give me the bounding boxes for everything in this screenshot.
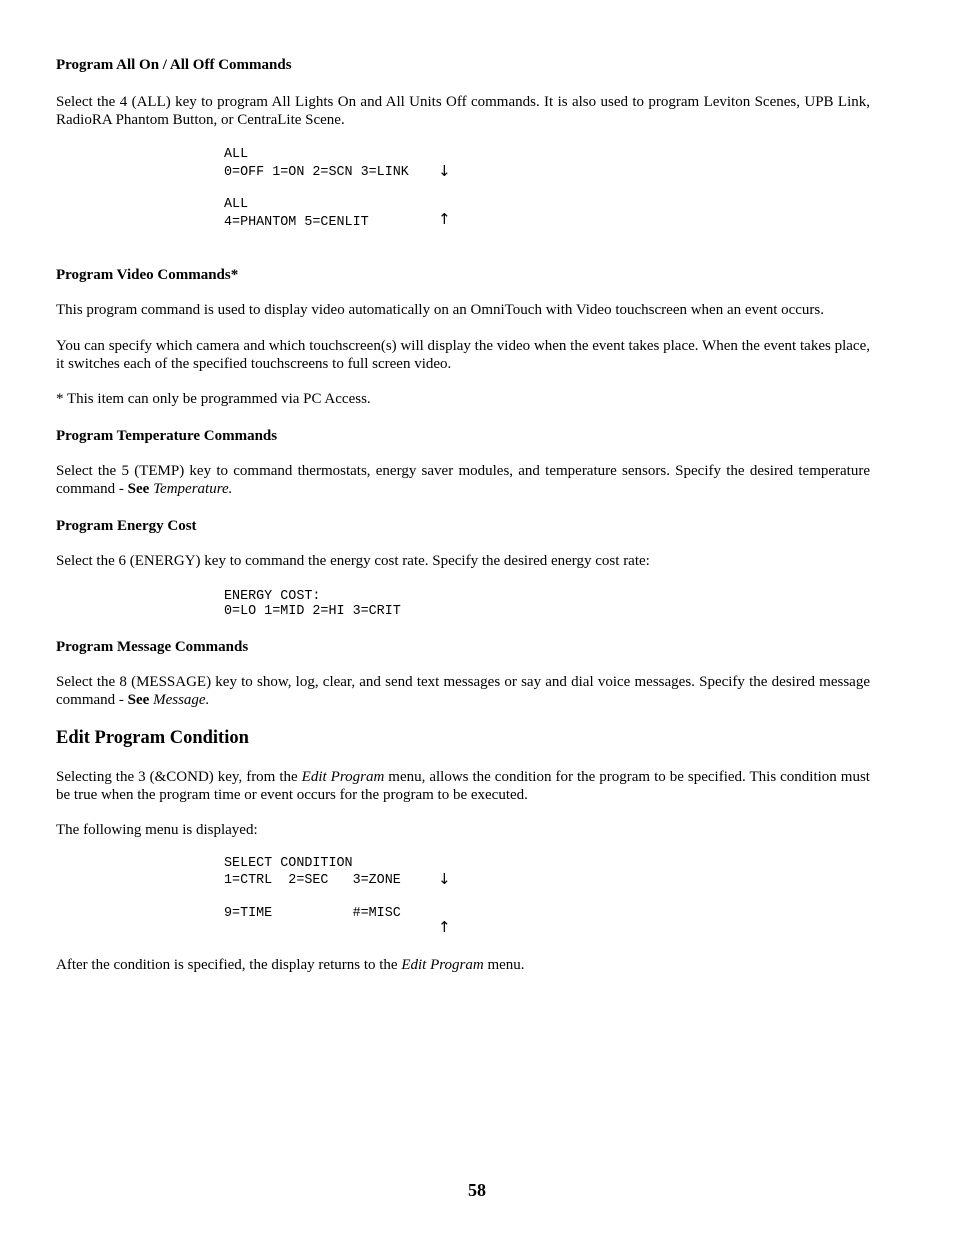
after-text-1: After the condition is specified, the display returns to the [56, 957, 402, 973]
edit-program-reference: Edit Program [301, 769, 385, 785]
heading-message: Program Message Commands [56, 639, 249, 655]
display-condition-line1: SELECT CONDITION [224, 856, 353, 871]
paragraph-temperature [56, 463, 870, 498]
paragraph-all-on-off: Select the 4 (ALL) key to program All Lights On and All Units Off commands. It is also used to program Leviton Scenes, UPB Link, RadioRA Phantom Button, or CentraLite Scene. [56, 94, 870, 128]
down-arrow-icon: ↓ [438, 162, 451, 180]
paragraph-condition [56, 769, 870, 804]
paragraph-video-1: This program command is used to display video automatically on an OmniTouch with Video touchscreen when an event occurs. [56, 302, 825, 318]
paragraph-menu-intro: The following menu is displayed: [56, 822, 258, 838]
display-condition-line2: 1=CTRL 2=SEC 3=ZONE [224, 873, 401, 888]
paragraph-temperature-text: Select the 5 (TEMP) key to command thermostats, energy saver modules, and temperature sensors. Specify the desired temperature command - [56, 463, 870, 497]
condition-text-2: menu, allows the condition for the program to be specified. This condition must be true when the program time or event occurs for the program to be executed. [56, 769, 870, 803]
heading-edit-condition: Edit Program Condition [56, 728, 249, 748]
heading-energy: Program Energy Cost [56, 518, 197, 534]
paragraph-energy: Select the 6 (ENERGY) key to command the energy cost rate. Specify the desired energy cost rate: [56, 553, 650, 569]
see-label: See [127, 480, 150, 497]
edit-program-reference: Edit Program [401, 957, 484, 973]
message-reference: Message. [153, 691, 210, 708]
display-condition-line3: 9=TIME #=MISC [224, 906, 401, 921]
temperature-reference: Temperature. [153, 480, 233, 497]
paragraph-message-text: Select the 8 (MESSAGE) key to show, log, clear, and send text messages or say and dial voice messages. Specify the desired message command - [56, 674, 870, 708]
see-label: See [127, 691, 150, 708]
paragraph-after-condition [56, 957, 870, 975]
after-text-2: menu. [483, 957, 525, 973]
display-all2-line1: ALL [224, 197, 249, 212]
display-all-line2: 0=OFF 1=ON 2=SCN 3=LINK [224, 165, 409, 180]
display-all-line1: ALL [224, 147, 249, 162]
heading-all-on-off: Program All On / All Off Commands [56, 57, 292, 73]
paragraph-video-2: You can specify which camera and which touchscreen(s) will display the video when the event takes place. When the event takes place, it switches each of the specified touchscreens to full screen video. [56, 338, 870, 372]
paragraph-message [56, 674, 870, 709]
footnote-video: * This item can only be programmed via PC Access. [56, 391, 371, 407]
page-number: 58 [468, 1180, 486, 1200]
up-arrow-icon: ↑ [438, 210, 451, 228]
condition-text-1: Selecting the 3 (&COND) key, from the [56, 769, 302, 785]
heading-video: Program Video Commands* [56, 267, 239, 283]
display-all2-line2: 4=PHANTOM 5=CENLIT [224, 215, 369, 230]
display-energy-line1: ENERGY COST: [224, 589, 321, 604]
down-arrow-icon: ↓ [438, 870, 451, 888]
heading-temperature: Program Temperature Commands [56, 428, 278, 444]
up-arrow-icon: ↑ [438, 918, 451, 936]
display-energy-line2: 0=LO 1=MID 2=HI 3=CRIT [224, 604, 401, 619]
